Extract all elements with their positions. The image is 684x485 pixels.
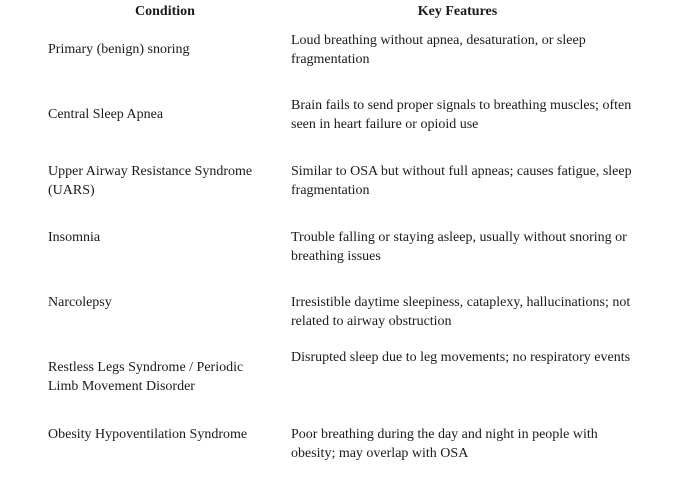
table-row (0, 228, 684, 288)
table-row (0, 293, 684, 353)
table-header (0, 3, 684, 23)
condition-cell: Primary (benign) snoring (48, 42, 190, 57)
condition-cell: Upper Airway Resistance Syndrome (UARS) (48, 164, 253, 198)
table-row (0, 31, 684, 91)
key-features-cell: Irresistible daytime sleepiness, cataplexy, hallucinations; not related to airway obstruction (291, 295, 631, 329)
column-header-condition: Condition (135, 4, 195, 19)
key-features-cell: Disrupted sleep due to leg movements; no respiratory events (291, 350, 631, 365)
key-features-cell: Brain fails to send proper signals to breathing muscles; often seen in heart failure or opioid use (291, 98, 632, 132)
condition-cell: Insomnia (48, 230, 101, 245)
table-row (0, 162, 684, 222)
key-features-cell: Similar to OSA but without full apneas; causes fatigue, sleep fragmentation (291, 164, 632, 198)
condition-cell: Obesity Hypoventilation Syndrome (48, 427, 248, 442)
key-features-cell: Trouble falling or staying asleep, usually without snoring or breathing issues (291, 230, 627, 264)
condition-cell: Narcolepsy (48, 295, 112, 310)
table-row (0, 425, 684, 485)
table-row (0, 348, 684, 408)
key-features-cell: Poor breathing during the day and night in people with obesity; may overlap with OSA (291, 427, 598, 461)
condition-cell: Central Sleep Apnea (48, 107, 164, 122)
column-header-key-features: Key Features (417, 4, 498, 19)
table-row (0, 96, 684, 156)
condition-cell: Restless Legs Syndrome / Periodic Limb Movement Disorder (48, 360, 244, 394)
key-features-cell: Loud breathing without apnea, desaturation, or sleep fragmentation (291, 33, 586, 67)
